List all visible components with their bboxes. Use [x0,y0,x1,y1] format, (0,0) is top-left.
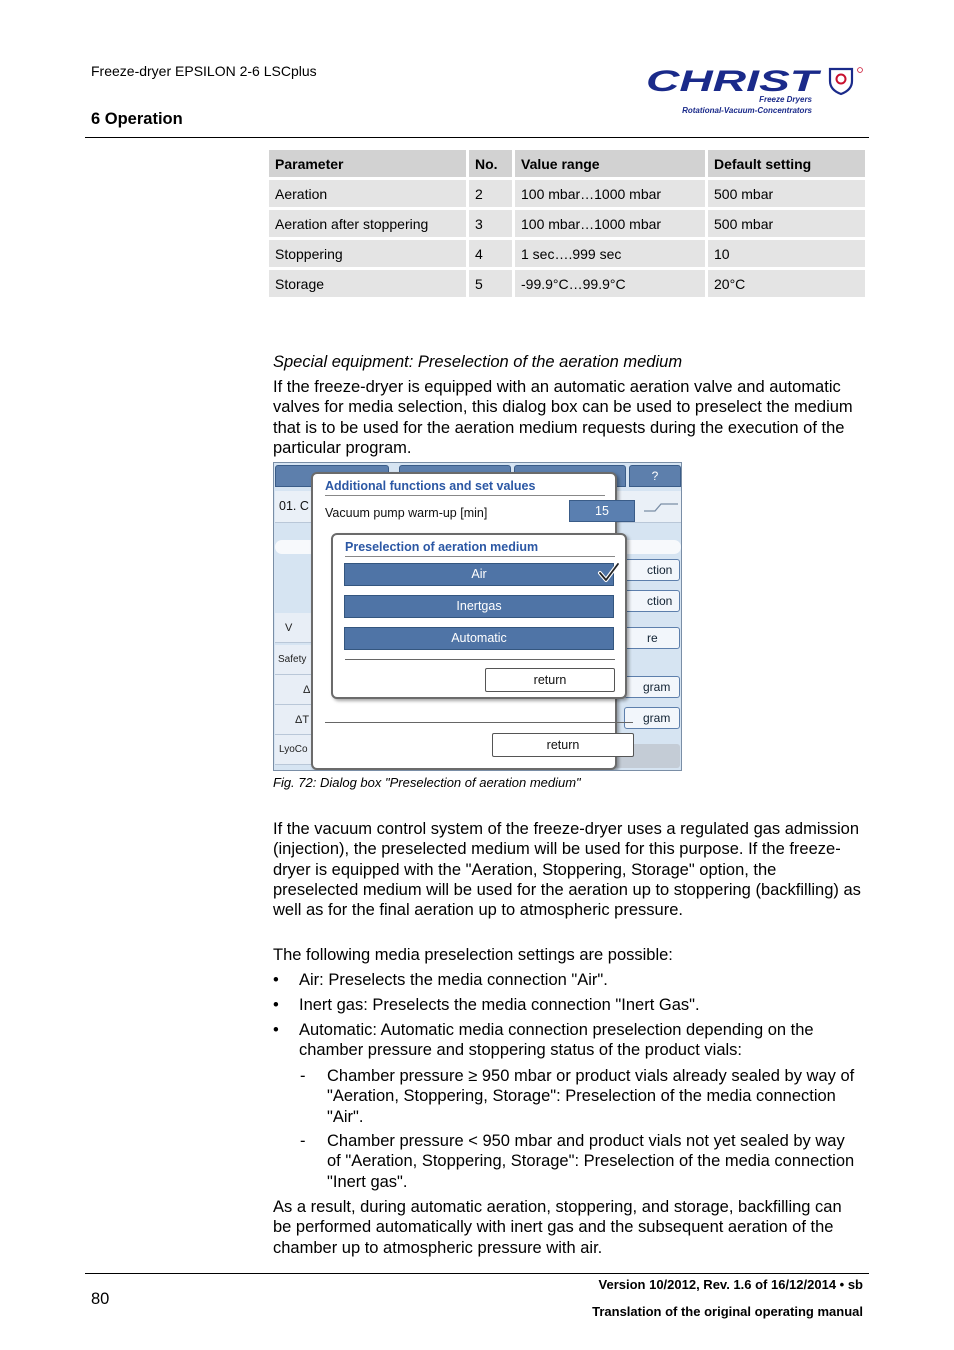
figure-caption: Fig. 72: Dialog box "Preselection of aeration medium" [273,775,581,790]
logo-tagline-1: Freeze Dryers [759,95,812,104]
option-inertgas-button[interactable]: Inertgas [344,595,614,618]
settings-intro: The following media preselection settings are possible: [273,946,673,964]
dialog-divider [345,659,615,660]
bg-side-label: LyoCo [275,735,311,765]
help-tab[interactable]: ? [629,465,681,487]
dialog-divider [325,722,633,723]
bg-side-label: Δ [275,675,311,705]
curve-icon [643,500,679,514]
table-row [269,210,865,237]
logo-brand-text: CHRIST [646,65,823,98]
vacuum-warmup-label: Vacuum pump warm-up [min] [325,506,488,520]
dialog-divider [345,556,615,557]
option-air-button[interactable]: Air [344,563,614,586]
section-title: 6 Operation [91,110,183,128]
bg-right-button[interactable]: gram [624,707,680,729]
return-button[interactable]: return [485,668,615,692]
dialog-divider [325,495,605,496]
parameter-table [266,147,868,300]
table-cell: Storage [269,270,466,297]
bg-side-label: Safety [275,645,311,675]
table-cell: 5 [469,270,512,297]
document-title: Freeze-dryer EPSILON 2-6 LSCplus [91,63,317,79]
col-header-no: No. [469,150,512,177]
bullet-marker: • [273,1021,279,1039]
christ-wordmark [646,65,822,98]
table-row [269,270,865,297]
table-cell: -99.9°C…99.9°C [515,270,705,297]
bg-right-button[interactable]: gram [624,676,680,698]
table-header-row [269,150,865,177]
footer-divider [85,1273,869,1274]
checkmark-icon [597,561,621,583]
version-info: Version 10/2012, Rev. 1.6 of 16/12/2014 • sb [598,1277,863,1292]
table-row [269,240,865,267]
bullet-marker: • [273,996,279,1014]
header-divider [85,137,869,138]
special-equipment-heading: Special equipment: Preselection of the aeration medium [273,353,683,371]
sub-list-item-text: Chamber pressure ≥ 950 mbar or product vials already sealed by way of "Aeration, Stoppering, Storage": Preselection of the media connection "Air". [327,1067,855,1126]
bg-right-button[interactable]: ction [624,559,680,581]
bg-right-button[interactable]: re [624,627,680,649]
injection-paragraph: If the vacuum control system of the freeze-dryer uses a regulated gas admission (injection), the preselected medium will be used for this purpose. If the freeze-dryer is equipped with the "Aeration, Stoppering, Storage" option, the preselected medium will be used for the aeration up to stoppering (backfilling) as well as for the final aeration up to atmospheric pressure. [273,820,861,920]
dash-marker: - [300,1132,306,1150]
table-cell: 4 [469,240,512,267]
vacuum-warmup-value-field[interactable]: 15 [569,500,635,522]
table-cell: 100 mbar…1000 mbar [515,210,705,237]
table-cell: 1 sec….999 sec [515,240,705,267]
col-header-parameter: Parameter [269,150,466,177]
page-number: 80 [91,1290,110,1308]
dialog-title: Preselection of aeration medium [345,540,539,554]
table-cell: 2 [469,180,512,207]
table-cell: 100 mbar…1000 mbar [515,180,705,207]
table-cell: Aeration [269,180,466,207]
bg-right-button[interactable]: ction [624,590,680,612]
intro-paragraph: If the freeze-dryer is equipped with an automatic aeration valve and automatic valves for media selection, this dialog box can be used to preselect the medium that is to be used for the aeration medium requests during the execution of the particular program. [273,378,853,457]
aeration-medium-dialog [331,533,627,699]
list-item-text: Inert gas: Preselects the media connection "Inert Gas". [299,996,700,1014]
table-row [269,180,865,207]
list-item-text: Automatic: Automatic media connection preselection depending on the chamber pressure and stoppering status of the product vials: [299,1021,814,1060]
table-cell: 20°C [708,270,865,297]
dash-marker: - [300,1067,306,1085]
table-cell: 500 mbar [708,210,865,237]
translation-note: Translation of the original operating manual [592,1304,863,1319]
sub-list-item-text: Chamber pressure < 950 mbar and product vials not yet sealed by way of "Aeration, Stoppering, Storage": Preselection of the media connection "Inert gas". [327,1132,855,1191]
conclusion-paragraph: As a result, during automatic aeration, stoppering, and storage, backfilling can be performed automatically with inert gas and the subsequent aeration of the chamber up to atmospheric pressure with air. [273,1198,842,1257]
return-button[interactable]: return [492,733,634,757]
table-cell: Stoppering [269,240,466,267]
list-item-text: Air: Preselects the media connection "Air". [299,971,608,989]
bg-side-label: ΔT [275,705,311,735]
registered-icon [858,68,863,73]
col-header-default: Default setting [708,150,865,177]
bg-side-label: V [275,613,311,643]
dialog-screenshot-figure [273,462,682,771]
table-cell: Aeration after stoppering [269,210,466,237]
dialog-title: Additional functions and set values [325,479,536,493]
table-cell: 3 [469,210,512,237]
bg-program-number: 01. C [279,499,309,513]
logo-tagline-2: Rotational-Vacuum-Concentrators [682,106,812,115]
option-automatic-button[interactable]: Automatic [344,627,614,650]
table-cell: 500 mbar [708,180,865,207]
table-cell: 10 [708,240,865,267]
col-header-value-range: Value range [515,150,705,177]
shield-icon [830,69,852,94]
bullet-marker: • [273,971,279,989]
